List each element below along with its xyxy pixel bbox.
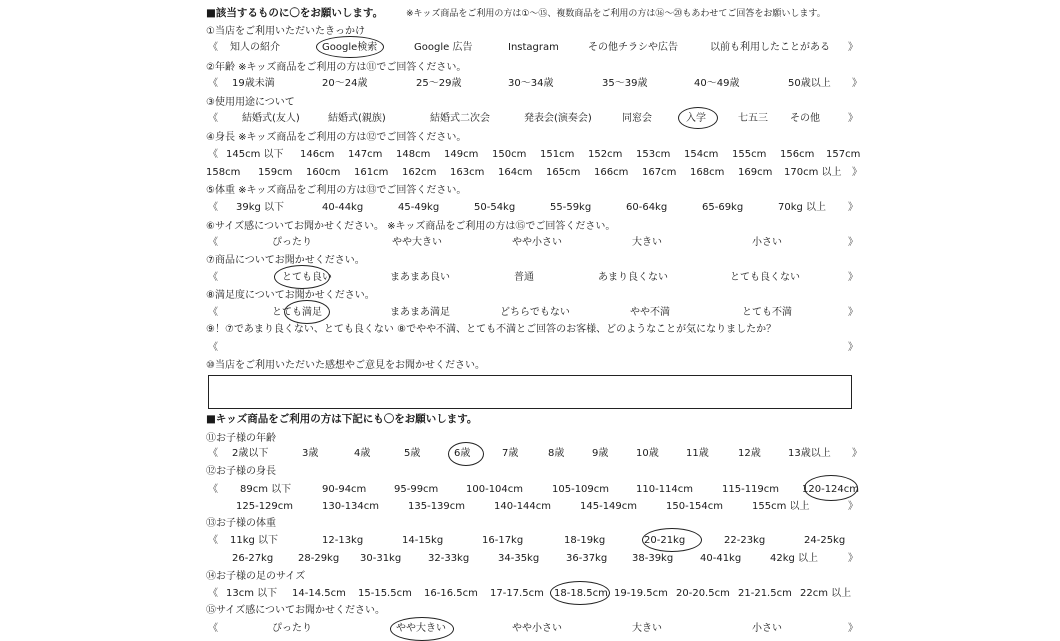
option[interactable]: 90-94cm: [322, 484, 367, 495]
option[interactable]: 45-49kg: [398, 202, 440, 213]
option[interactable]: 40-44kg: [322, 202, 364, 213]
option[interactable]: 148cm: [396, 149, 431, 160]
option[interactable]: 25～29歳: [416, 78, 462, 89]
option[interactable]: 50歳以上: [788, 78, 831, 89]
option[interactable]: 150-154cm: [666, 501, 724, 512]
option[interactable]: 163cm: [450, 167, 485, 178]
option[interactable]: 40～49歳: [694, 78, 740, 89]
option[interactable]: 115-119cm: [722, 484, 780, 495]
option[interactable]: 38-39kg: [632, 553, 674, 564]
option[interactable]: 151cm: [540, 149, 575, 160]
option[interactable]: とても満足: [272, 307, 322, 318]
option[interactable]: 18-19kg: [564, 535, 606, 546]
option[interactable]: やや大きい: [396, 623, 446, 634]
open-bracket: 《: [208, 484, 218, 495]
option[interactable]: 3歳: [302, 448, 319, 459]
option[interactable]: 40-41kg: [700, 553, 742, 564]
option[interactable]: 同窓会: [622, 113, 652, 124]
option[interactable]: まあまあ良い: [390, 272, 450, 283]
option[interactable]: 39kg 以下: [236, 202, 285, 213]
close-bracket: 》: [848, 113, 858, 124]
question-label: ⑭お子様の足のサイズ: [206, 571, 306, 582]
option[interactable]: まあまあ満足: [390, 307, 450, 318]
option[interactable]: ぴったり: [272, 237, 312, 248]
option[interactable]: 12歳: [738, 448, 761, 459]
option[interactable]: 168cm: [690, 167, 725, 178]
question-label: ⑮サイズ感についてお聞かせください。: [206, 605, 385, 616]
option[interactable]: 14-14.5cm: [292, 588, 346, 599]
option[interactable]: 159cm: [258, 167, 293, 178]
option[interactable]: 170cm 以上: [784, 167, 842, 178]
option[interactable]: 158cm: [206, 167, 241, 178]
question-label: ⑫お子様の身長: [206, 466, 276, 477]
option[interactable]: 17-17.5cm: [490, 588, 544, 599]
option[interactable]: 26-27kg: [232, 553, 274, 564]
open-bracket: 《: [208, 448, 218, 459]
option[interactable]: 19歳未満: [232, 78, 275, 89]
question-label: ⑩当店をご利用いただいた感想やご意見をお聞かせください。: [206, 360, 485, 371]
close-bracket: 》: [848, 202, 858, 213]
option[interactable]: 35～39歳: [602, 78, 648, 89]
option[interactable]: 9歳: [592, 448, 609, 459]
option[interactable]: 167cm: [642, 167, 677, 178]
section-title: ■該当するものに〇をお願いします。: [206, 7, 384, 19]
option[interactable]: 100-104cm: [466, 484, 524, 495]
option[interactable]: 大きい: [632, 237, 662, 248]
option[interactable]: 24-25kg: [804, 535, 846, 546]
option[interactable]: 15-15.5cm: [358, 588, 412, 599]
section-note: ※キッズ商品をご利用の方は①～⑮、複数商品をご利用の方は⑯～⑳もあわせてご回答をお願いします。: [406, 9, 826, 19]
option[interactable]: 30～34歳: [508, 78, 554, 89]
open-bracket: 《: [208, 78, 218, 89]
option[interactable]: 発表会(演奏会): [524, 113, 592, 124]
open-bracket: 《: [208, 307, 218, 318]
comment-box[interactable]: [208, 375, 852, 409]
option[interactable]: どちらでもない: [500, 307, 570, 318]
option[interactable]: 10歳: [636, 448, 659, 459]
option[interactable]: 入学: [686, 113, 706, 124]
option[interactable]: 20-21kg: [644, 535, 686, 546]
close-bracket: 》: [848, 272, 858, 283]
close-bracket: 》: [848, 553, 858, 564]
question-label: ③使用用途について: [206, 97, 295, 108]
open-bracket: 《: [208, 535, 218, 546]
option[interactable]: 166cm: [594, 167, 629, 178]
option[interactable]: 4歳: [354, 448, 371, 459]
option[interactable]: 50-54kg: [474, 202, 516, 213]
open-bracket: 《: [208, 113, 218, 124]
option[interactable]: 30-31kg: [360, 553, 402, 564]
option[interactable]: 154cm: [684, 149, 719, 160]
option[interactable]: 169cm: [738, 167, 773, 178]
option[interactable]: 155cm 以上: [752, 501, 810, 512]
option[interactable]: その他チラシや広告: [588, 42, 678, 53]
option[interactable]: やや大きい: [392, 237, 442, 248]
option[interactable]: 22cm 以上: [800, 588, 852, 599]
close-bracket: 》: [852, 167, 862, 178]
close-bracket: 》: [848, 342, 858, 353]
option[interactable]: 165cm: [546, 167, 581, 178]
option[interactable]: やや小さい: [512, 623, 562, 634]
option[interactable]: 130-134cm: [322, 501, 380, 512]
open-bracket: 《: [208, 202, 218, 213]
option[interactable]: 149cm: [444, 149, 479, 160]
close-bracket: 》: [848, 623, 858, 634]
question-label: ⑦商品についてお聞かせください。: [206, 255, 365, 266]
option[interactable]: 161cm: [354, 167, 389, 178]
option[interactable]: 22-23kg: [724, 535, 766, 546]
option[interactable]: 89cm 以下: [240, 484, 292, 495]
option[interactable]: 七五三: [738, 113, 768, 124]
option[interactable]: 19-19.5cm: [614, 588, 668, 599]
option[interactable]: 11歳: [686, 448, 709, 459]
option[interactable]: 135-139cm: [408, 501, 466, 512]
question-label: ②年齢 ※キッズ商品をご利用の方は⑪でご回答ください。: [206, 62, 467, 73]
option[interactable]: とても不満: [742, 307, 792, 318]
option[interactable]: 34-35kg: [498, 553, 540, 564]
open-bracket: 《: [208, 272, 218, 283]
option[interactable]: 小さい: [752, 237, 782, 248]
option[interactable]: 6歳: [454, 448, 471, 459]
option[interactable]: 13cm 以下: [226, 588, 278, 599]
open-bracket: 《: [208, 623, 218, 634]
option[interactable]: 16-16.5cm: [424, 588, 478, 599]
option[interactable]: やや小さい: [512, 237, 562, 248]
option[interactable]: 普通: [514, 272, 534, 283]
question-label: ⑥サイズ感についてお聞かせください。 ※キッズ商品をご利用の方は⑮でご回答ください。: [206, 221, 616, 232]
question-label: ⑧満足度についてお聞かせください。: [206, 290, 375, 301]
section-title: ■キッズ商品をご利用の方は下記にも〇をお願いします。: [206, 413, 478, 425]
option[interactable]: 145-149cm: [580, 501, 638, 512]
option[interactable]: 20-20.5cm: [676, 588, 730, 599]
option[interactable]: 155cm: [732, 149, 767, 160]
option[interactable]: 120-124cm: [802, 484, 860, 495]
option[interactable]: あまり良くない: [598, 272, 668, 283]
close-bracket: 》: [852, 78, 862, 89]
option[interactable]: 21-21.5cm: [738, 588, 792, 599]
option[interactable]: 70kg 以上: [778, 202, 827, 213]
option[interactable]: 164cm: [498, 167, 533, 178]
option[interactable]: やや不満: [630, 307, 670, 318]
option[interactable]: 2歳以下: [232, 448, 269, 459]
option[interactable]: 145cm 以下: [226, 149, 284, 160]
option[interactable]: 8歳: [548, 448, 565, 459]
option[interactable]: Google 広告: [414, 42, 473, 53]
option[interactable]: 小さい: [752, 623, 782, 634]
question-label: ⑬お子様の体重: [206, 518, 276, 529]
option[interactable]: 65-69kg: [702, 202, 744, 213]
option[interactable]: 55-59kg: [550, 202, 592, 213]
option[interactable]: 20～24歳: [322, 78, 368, 89]
option[interactable]: 32-33kg: [428, 553, 470, 564]
option[interactable]: 5歳: [404, 448, 421, 459]
close-bracket: 》: [848, 237, 858, 248]
option[interactable]: とても良くない: [730, 272, 800, 283]
option[interactable]: 160cm: [306, 167, 341, 178]
option[interactable]: 7歳: [502, 448, 519, 459]
option[interactable]: 153cm: [636, 149, 671, 160]
option[interactable]: 16-17kg: [482, 535, 524, 546]
option[interactable]: Instagram: [508, 42, 559, 53]
option[interactable]: 42kg 以上: [770, 553, 819, 564]
option[interactable]: ぴったり: [272, 623, 312, 634]
option[interactable]: 結婚式二次会: [430, 113, 490, 124]
question-label: ①当店をご利用いただいたきっかけ: [206, 26, 365, 37]
option[interactable]: 162cm: [402, 167, 437, 178]
open-bracket: 《: [208, 149, 218, 160]
option[interactable]: 28-29kg: [298, 553, 340, 564]
option[interactable]: 150cm: [492, 149, 527, 160]
option[interactable]: とても良い: [282, 272, 332, 283]
question-label: ④身長 ※キッズ商品をご利用の方は⑫でご回答ください。: [206, 132, 467, 143]
close-bracket: 》: [848, 42, 858, 53]
option[interactable]: 知人の紹介: [230, 42, 280, 53]
option[interactable]: 147cm: [348, 149, 383, 160]
option[interactable]: 結婚式(友人): [242, 113, 300, 124]
option[interactable]: 11kg 以下: [230, 535, 279, 546]
option[interactable]: 結婚式(親族): [328, 113, 386, 124]
option[interactable]: Google検索: [322, 42, 378, 53]
question-label: ⑤体重 ※キッズ商品をご利用の方は⑬でご回答ください。: [206, 185, 467, 196]
open-bracket: 《: [208, 588, 218, 599]
close-bracket: 》: [848, 307, 858, 318]
close-bracket: 》: [848, 501, 858, 512]
option[interactable]: 110-114cm: [636, 484, 694, 495]
option[interactable]: 12-13kg: [322, 535, 364, 546]
open-bracket: 《: [208, 42, 218, 53]
option[interactable]: 13歳以上: [788, 448, 831, 459]
close-bracket: 》: [852, 448, 862, 459]
option[interactable]: その他: [790, 113, 820, 124]
option[interactable]: 以前も利用したことがある: [710, 42, 830, 53]
option[interactable]: 152cm: [588, 149, 623, 160]
option[interactable]: 大きい: [632, 623, 662, 634]
option[interactable]: 60-64kg: [626, 202, 668, 213]
option[interactable]: 157cm: [826, 149, 861, 160]
question-label: ⑨！⑦であまり良くない、とても良くない ⑧でやや不満、とても不満とご回答のお客様、どのようなことが気になりましたか？: [206, 324, 777, 335]
option[interactable]: 156cm: [780, 149, 815, 160]
option[interactable]: 140-144cm: [494, 501, 552, 512]
option[interactable]: 146cm: [300, 149, 335, 160]
question-label: ⑪お子様の年齢: [206, 433, 276, 444]
option[interactable]: 18-18.5cm: [554, 588, 608, 599]
open-bracket: 《: [208, 342, 218, 353]
option[interactable]: 14-15kg: [402, 535, 444, 546]
option[interactable]: 36-37kg: [566, 553, 608, 564]
option[interactable]: 125-129cm: [236, 501, 294, 512]
option[interactable]: 95-99cm: [394, 484, 439, 495]
option[interactable]: 105-109cm: [552, 484, 610, 495]
open-bracket: 《: [208, 237, 218, 248]
